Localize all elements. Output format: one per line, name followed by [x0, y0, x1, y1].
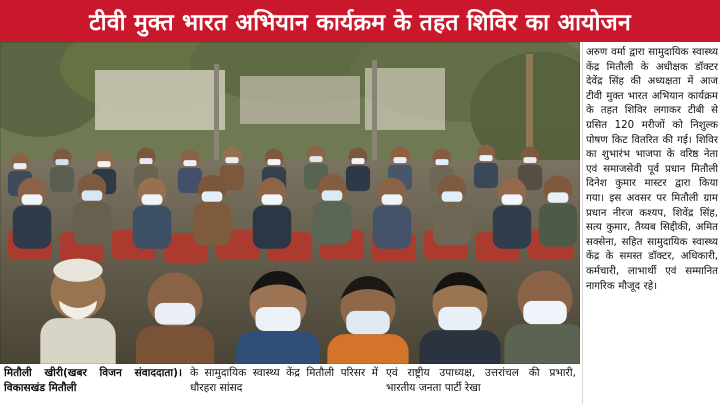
- caption-column-3: एवं राष्ट्रीय उपाध्यक्ष, उत्तरांचल की प्रभारी, भारतीय जनता पार्टी रेखा: [386, 367, 576, 394]
- news-photo: [0, 42, 580, 364]
- article-body: अरुण वर्मा द्वारा सामुदायिक स्वास्थ्य केंद्र मितौली के अधीक्षक डॉक्टर देवेंद्र सिंह की अध्यक्षता में आज टीवी मुक्त भारत अभियान कार्यक्रम के तहत शिविर लगाकर टीबी से ग्रसित 120 मरीजों को निशुल्क पोषण किट वितरित की गई। शिविर का शुभारंभ भाजपा के वरिष्ठ नेता एवं समाजसेवी पूर्व प्रधान मितौली दिनेश कुमार मास्टर द्वारा किया गया। इस अवसर पर मितौली ग्राम प्रधान नीरज कश्यप, शिवेंद्र सिंह, सत्य कुमार, तैय्यब सिद्दीकी, अमित सक्सेना, सहित सामुदायिक स्वास्थ्य केंद्र के समस्त डॉक्टर, अधिकारी, कर्मचारी, लाभार्थी एवं सम्मानित नागरिक मौजूद रहे।: [586, 47, 718, 292]
- page-title: टीवी मुक्त भारत अभियान कार्यक्रम के तहत शिविर का आयोजन: [0, 0, 720, 42]
- caption-band: [0, 364, 580, 404]
- caption-column-1: मितौली खीरी(खबर विजन संवाददाता)। विकासखंड मितौली: [4, 367, 182, 394]
- caption-column-2: के सामुदायिक स्वास्थ्य केंद्र मितौली परिसर में धौरहरा सांसद: [190, 367, 378, 394]
- column-divider: [582, 42, 583, 404]
- article-column: [586, 46, 718, 401]
- photo-graphic: [0, 42, 580, 364]
